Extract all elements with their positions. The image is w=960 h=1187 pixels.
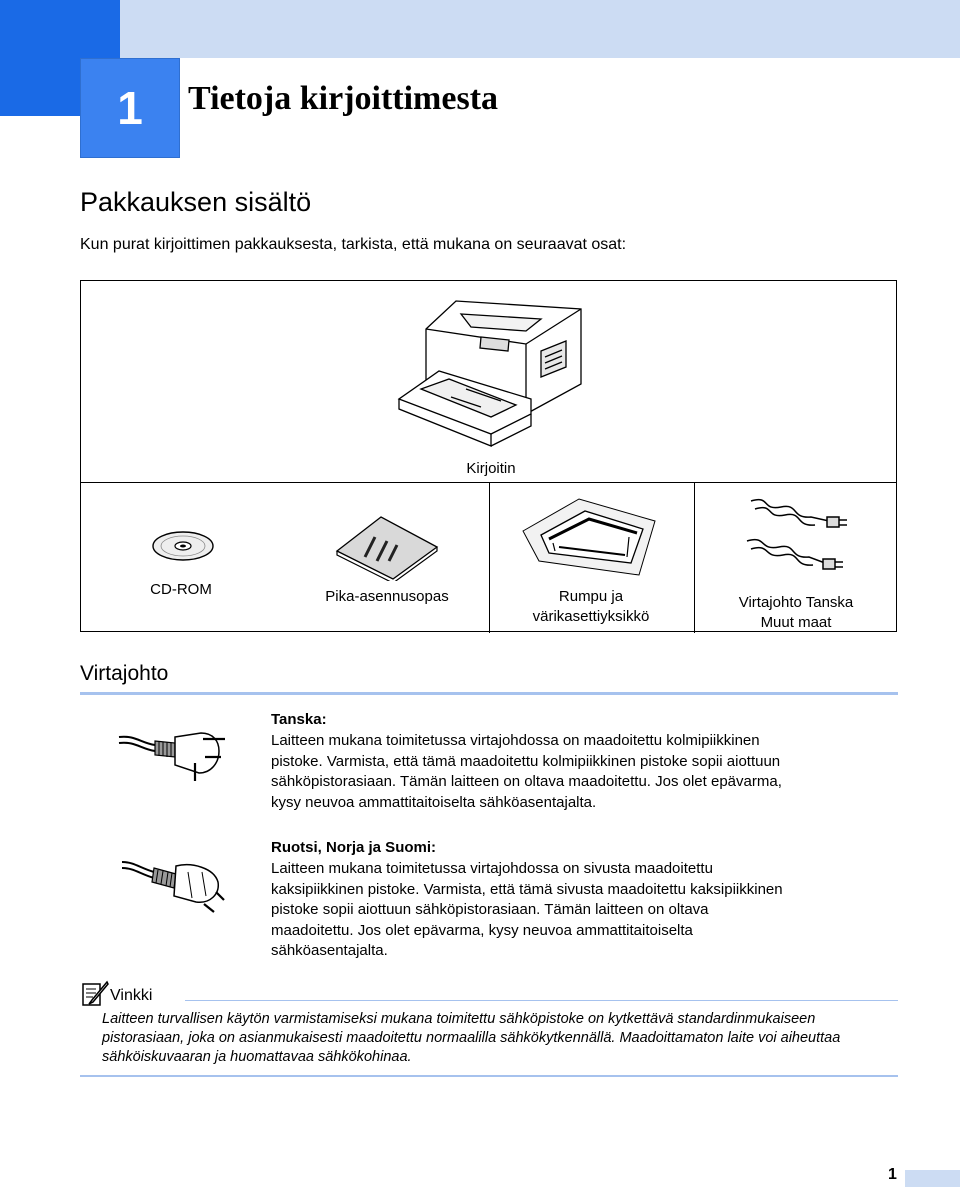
tip-line: pistorasiaan, joka on asianmukaisesti maadoitettu normaalilla sähkökytkennällä. Maadoittamaton laite voi aiheuttaa [102, 1030, 841, 1046]
tip-line: Laitteen turvallisen käytön varmistamiseksi mukana toimitettu sähköpistoke on kytkettävä standardinmukaiseen [102, 1011, 816, 1027]
chapter-number: 1 [80, 58, 180, 158]
printer-label: Kirjoitin [466, 460, 516, 477]
quick-setup-guide-label: Pika-asennusopas [325, 588, 449, 605]
drum-toner-label [511, 587, 671, 627]
power-cords-label-line2: Muut maat [760, 614, 832, 631]
power-cords-label-line1: Virtajohto Tanska [738, 594, 854, 611]
page-footer-band [905, 1170, 960, 1187]
tip-rule [185, 1000, 898, 1001]
nordic-plug-icon [118, 852, 228, 914]
table-divider [694, 482, 695, 633]
nordic-line: maadoitettu. Jos olet epävarma, kysy neuvoa ammattitaitoiselta [271, 921, 693, 939]
tip-line: sähköiskuvaaran ja huomattavaa sähkökohinaa. [102, 1049, 412, 1065]
nordic-line: kaksipiikkinen pistoke. Varmista, että tämä sivusta maadoitettu kaksipiikkinen [271, 880, 783, 898]
chapter-title: Tietoja kirjoittimesta [188, 80, 499, 117]
section-rule [80, 692, 898, 695]
power-cords-icon [741, 493, 851, 581]
header-band [0, 0, 960, 58]
page-number: 1 [888, 1166, 897, 1183]
drum-toner-icon [519, 491, 659, 579]
denmark-line: kysy neuvoa ammattitaitoiselta sähköasentajalta. [271, 793, 597, 811]
package-contents-table [80, 280, 897, 632]
nordic-heading: Ruotsi, Norja ja Suomi: [271, 839, 437, 856]
tip-bottom-rule [80, 1075, 898, 1077]
quick-setup-guide-icon [335, 513, 439, 581]
drum-toner-label-line2: värikasettiyksikkö [532, 608, 650, 625]
tip-text [102, 1010, 902, 1067]
denmark-line: pistoke. Varmista, että tämä maadoitettu kolmipiikkinen pistoke sopii aiottuun [271, 752, 781, 770]
nordic-line: pistoke sopii aiottuun sähköpistorasiaan. Tämän laitteen on oltava [271, 901, 709, 918]
table-divider [489, 482, 490, 633]
power-cords-label [711, 593, 881, 633]
note-pencil-icon [80, 980, 110, 1008]
denmark-heading: Tanska: [271, 711, 327, 728]
cd-rom-label: CD-ROM [150, 581, 212, 598]
nordic-line: sähköasentajalta. [271, 942, 388, 959]
denmark-plug-icon [115, 725, 230, 785]
denmark-line: Laitteen mukana toimitetussa virtajohdossa on maadoitettu kolmipiikkinen [271, 732, 760, 749]
nordic-text [271, 859, 871, 962]
section-intro: Kun purat kirjoittimen pakkauksesta, tarkista, että mukana on seuraavat osat: [80, 236, 627, 253]
drum-toner-label-line1: Rumpu ja [558, 588, 624, 605]
printer-illustration [391, 289, 591, 449]
nordic-line: Laitteen mukana toimitetussa virtajohdossa on sivusta maadoitettu [271, 860, 713, 877]
denmark-text [271, 731, 871, 813]
power-cord-section-title: Virtajohto [80, 662, 169, 685]
tip-label: Vinkki [110, 987, 153, 1004]
section-title: Pakkauksen sisältö [80, 187, 312, 217]
cd-rom-icon [151, 529, 215, 563]
denmark-line: sähköpistorasiaan. Tämän laitteen on oltava maadoitettu. Jos olet epävarma, [271, 773, 782, 790]
